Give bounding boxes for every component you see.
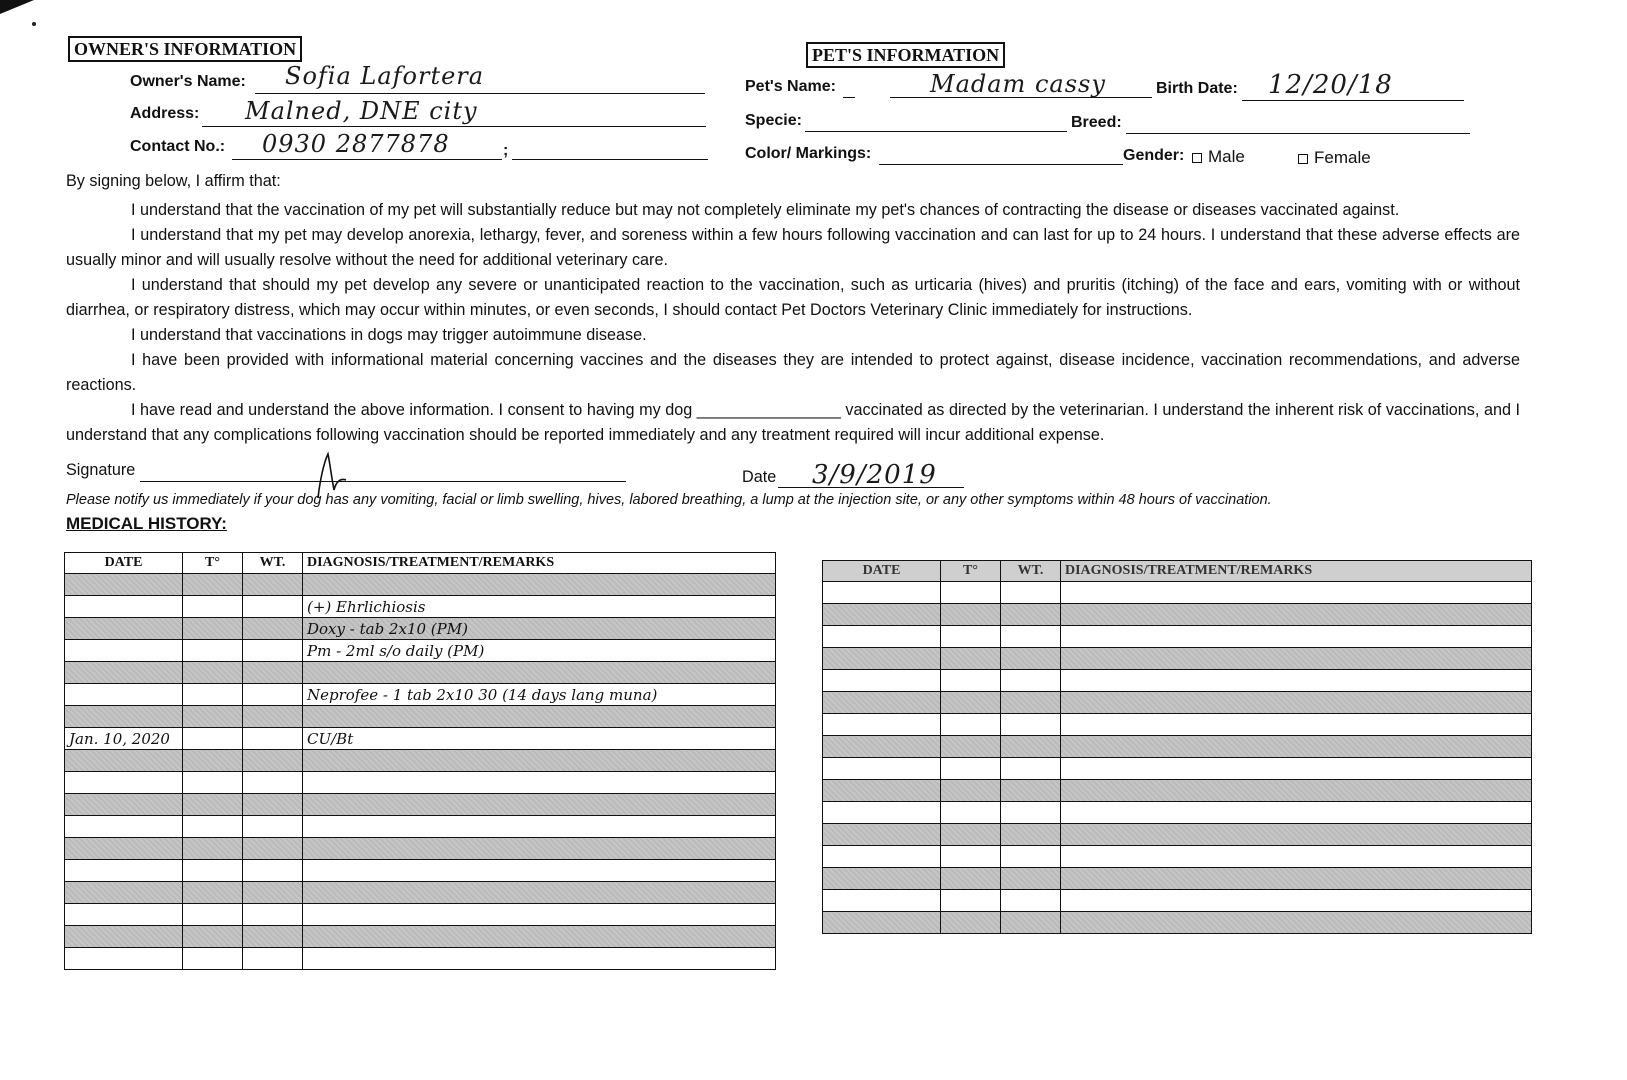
cell-temp[interactable] [183, 574, 243, 596]
cell-temp[interactable] [183, 596, 243, 618]
cell-date[interactable] [65, 860, 183, 882]
cell-weight[interactable] [1001, 670, 1061, 692]
cell-weight[interactable] [1001, 912, 1061, 934]
cell-diagnosis[interactable] [303, 574, 776, 596]
consent-p6 [66, 398, 1520, 448]
pet-breed-line [1126, 133, 1470, 134]
col-temp-header: T° [941, 561, 1001, 582]
cell-temp[interactable] [941, 868, 1001, 890]
cell-temp[interactable] [941, 648, 1001, 670]
owner-contact-value[interactable]: 0930 2877878 [262, 130, 450, 158]
cell-date[interactable] [823, 648, 941, 670]
owner-address-value[interactable]: Malned, DNE city [245, 97, 478, 125]
table-row [823, 670, 1532, 692]
cell-diagnosis[interactable] [1061, 604, 1532, 626]
owner-name-label: Owner's Name: [130, 73, 246, 90]
cell-date[interactable] [65, 640, 183, 662]
owner-contact-line [232, 159, 502, 160]
notice-text: Please notify us immediately if your dog has any vomiting, facial or limb swelling, hives, labored breathing, a lump at the injection site, or any other symptoms within 48 hours of vaccination. [66, 492, 1272, 508]
cell-temp[interactable] [941, 824, 1001, 846]
cell-date[interactable] [823, 758, 941, 780]
table-row [65, 948, 776, 970]
cell-diagnosis[interactable] [1061, 824, 1532, 846]
cell-weight[interactable] [243, 574, 303, 596]
cell-weight[interactable] [1001, 692, 1061, 714]
table-row [65, 794, 776, 816]
cell-temp[interactable] [941, 758, 1001, 780]
cell-date[interactable] [823, 626, 941, 648]
owner-contact-separator: ; [503, 142, 509, 159]
pet-birth-label: Birth Date: [1156, 80, 1238, 97]
cell-date[interactable] [823, 846, 941, 868]
cell-weight[interactable] [1001, 846, 1061, 868]
cell-temp[interactable] [183, 684, 243, 706]
cell-temp[interactable] [183, 728, 243, 750]
cell-temp[interactable] [941, 626, 1001, 648]
table-header-row [823, 561, 1532, 582]
cell-weight[interactable] [243, 684, 303, 706]
cell-temp[interactable] [941, 736, 1001, 758]
table-row [65, 596, 776, 618]
table-row [823, 692, 1532, 714]
signature-label: Signature [66, 461, 136, 479]
table-row [823, 604, 1532, 626]
table-row [823, 868, 1532, 890]
cell-diagnosis[interactable] [303, 904, 776, 926]
cell-date[interactable] [823, 780, 941, 802]
cell-weight[interactable] [243, 794, 303, 816]
cell-diagnosis[interactable] [1061, 780, 1532, 802]
cell-weight[interactable] [243, 728, 303, 750]
owner-address-label: Address: [130, 105, 200, 122]
cell-diagnosis[interactable]: Neprofee - 1 tab 2x10 30 (14 days lang muna) [303, 684, 776, 706]
cell-diagnosis[interactable]: Doxy - tab 2x10 (PM) [303, 618, 776, 640]
cell-weight[interactable] [1001, 648, 1061, 670]
cell-diagnosis[interactable] [1061, 648, 1532, 670]
consent-p3: I understand that should my pet develop any severe or unanticipated reaction to the vaccination, such as urticaria (hives) and pruritis (itching) of the face and ears, vomiting with or without diarrhea, or respiratory distress, which may occur within minutes, or even seconds, I should contact Pet Doctors Veterinary Clinic immediately for instructions. [66, 276, 1520, 319]
female-checkbox[interactable] [1298, 154, 1308, 164]
cell-weight[interactable] [243, 662, 303, 684]
cell-weight[interactable] [1001, 780, 1061, 802]
owner-contact-line-2 [512, 159, 708, 160]
cell-weight[interactable] [1001, 714, 1061, 736]
cell-diagnosis[interactable] [1061, 626, 1532, 648]
pet-specie-line [805, 131, 1067, 132]
cell-weight[interactable] [243, 838, 303, 860]
gender-male-option[interactable] [1192, 147, 1245, 167]
table-row [823, 824, 1532, 846]
cell-diagnosis[interactable] [1061, 692, 1532, 714]
cell-temp[interactable] [941, 890, 1001, 912]
cell-temp[interactable] [941, 802, 1001, 824]
cell-date[interactable] [823, 670, 941, 692]
date-label: Date [742, 468, 777, 486]
scan-dot [32, 22, 36, 26]
cell-diagnosis[interactable] [1061, 758, 1532, 780]
consent-p6-end: vaccinated as directed by the veterinarian. I understand the inherent risk of vaccinations, and I understand that any complications following vaccination should be reported immediately and any treatment required will incur additional expense. [66, 401, 1520, 444]
table-row [823, 802, 1532, 824]
cell-date[interactable] [65, 904, 183, 926]
cell-temp[interactable] [183, 750, 243, 772]
table-row [65, 882, 776, 904]
cell-temp[interactable] [941, 582, 1001, 604]
table-row [823, 626, 1532, 648]
cell-date[interactable] [65, 706, 183, 728]
medical-history-table-left [64, 552, 776, 970]
table-row [65, 640, 776, 662]
cell-date[interactable] [65, 662, 183, 684]
cell-temp[interactable] [183, 816, 243, 838]
cell-date[interactable] [65, 596, 183, 618]
cell-temp[interactable] [183, 640, 243, 662]
cell-date[interactable] [823, 714, 941, 736]
cell-diagnosis[interactable] [303, 794, 776, 816]
pet-name-line-a [843, 97, 855, 98]
cell-date[interactable] [823, 604, 941, 626]
table-row [823, 648, 1532, 670]
owner-name-value[interactable]: Sofia Lafortera [285, 62, 485, 90]
cell-diagnosis[interactable]: (+) Ehrlichiosis [303, 596, 776, 618]
col-weight-header: WT. [1001, 561, 1061, 582]
cell-weight[interactable] [1001, 604, 1061, 626]
table-row [65, 728, 776, 750]
table-row [65, 684, 776, 706]
cell-diagnosis[interactable] [303, 860, 776, 882]
cell-diagnosis[interactable] [303, 816, 776, 838]
dog-name-blank[interactable]: ________________ [696, 401, 841, 419]
cell-date[interactable] [823, 802, 941, 824]
table-row [823, 890, 1532, 912]
pet-birth-value[interactable]: 12/20/18 [1268, 70, 1393, 100]
col-weight-header: WT. [243, 553, 303, 574]
table-row [65, 816, 776, 838]
cell-date[interactable] [65, 948, 183, 970]
pet-name-value[interactable]: Madam cassy [930, 70, 1106, 98]
cell-weight[interactable] [1001, 824, 1061, 846]
col-diagnosis-header: DIAGNOSIS/TREATMENT/REMARKS [1061, 561, 1532, 582]
table-row [65, 706, 776, 728]
cell-weight[interactable] [243, 750, 303, 772]
cell-temp[interactable] [941, 780, 1001, 802]
cell-diagnosis[interactable]: Pm - 2ml s/o daily (PM) [303, 640, 776, 662]
cell-weight[interactable] [243, 772, 303, 794]
cell-temp[interactable] [941, 692, 1001, 714]
cell-temp[interactable] [183, 706, 243, 728]
pet-color-label: Color/ Markings: [745, 145, 872, 162]
cell-temp[interactable] [183, 904, 243, 926]
cell-weight[interactable] [1001, 626, 1061, 648]
cell-weight[interactable] [243, 904, 303, 926]
gender-female-option[interactable] [1298, 148, 1371, 168]
cell-diagnosis[interactable] [303, 948, 776, 970]
male-label: Male [1208, 147, 1245, 166]
table-row [823, 780, 1532, 802]
cell-diagnosis[interactable] [1061, 670, 1532, 692]
pet-name-label: Pet's Name: [745, 78, 836, 95]
pet-specie-label: Specie: [745, 112, 802, 129]
cell-weight[interactable] [243, 706, 303, 728]
cell-date[interactable] [65, 574, 183, 596]
table-row [65, 772, 776, 794]
cell-diagnosis[interactable] [303, 772, 776, 794]
cell-temp[interactable] [183, 618, 243, 640]
cell-diagnosis[interactable] [1061, 582, 1532, 604]
cell-date[interactable] [65, 684, 183, 706]
cell-temp[interactable] [183, 772, 243, 794]
cell-temp[interactable] [183, 926, 243, 948]
table-header-row [65, 553, 776, 574]
cell-temp[interactable] [183, 794, 243, 816]
pet-gender-label: Gender: [1123, 147, 1185, 164]
pet-birth-line [1242, 100, 1464, 101]
consent-p5: I have been provided with informational material concerning vaccines and the diseases they are intended to protect against, disease incidence, vaccination recommendations, and adverse reactions. [66, 351, 1520, 394]
cell-diagnosis[interactable] [1061, 890, 1532, 912]
cell-diagnosis[interactable] [1061, 714, 1532, 736]
cell-temp[interactable] [183, 860, 243, 882]
table-row [823, 714, 1532, 736]
table-row [65, 618, 776, 640]
cell-date[interactable] [823, 824, 941, 846]
cell-temp[interactable] [941, 714, 1001, 736]
owner-contact-label: Contact No.: [130, 138, 226, 155]
cell-date[interactable] [65, 794, 183, 816]
table-row [65, 574, 776, 596]
col-date-header: DATE [65, 553, 183, 574]
owner-name-line [255, 93, 705, 94]
cell-weight[interactable] [243, 596, 303, 618]
cell-date[interactable] [823, 912, 941, 934]
cell-weight[interactable] [243, 640, 303, 662]
signature-line [140, 481, 626, 482]
cell-weight[interactable] [243, 926, 303, 948]
cell-temp[interactable] [183, 882, 243, 904]
cell-date[interactable] [823, 736, 941, 758]
cell-date[interactable] [823, 582, 941, 604]
pet-breed-label: Breed: [1071, 114, 1122, 131]
table-row [65, 750, 776, 772]
table-row [65, 838, 776, 860]
cell-weight[interactable] [1001, 736, 1061, 758]
table-row [823, 736, 1532, 758]
col-temp-header: T° [183, 553, 243, 574]
table-row [65, 662, 776, 684]
scan-corner-mark [0, 0, 34, 14]
consent-intro: By signing below, I affirm that: [66, 172, 281, 190]
consent-p6-start: I have read and understand the above information. I consent to having my dog [131, 401, 693, 419]
table-row [65, 860, 776, 882]
cell-diagnosis[interactable] [303, 838, 776, 860]
cell-weight[interactable] [243, 882, 303, 904]
cell-diagnosis[interactable] [303, 662, 776, 684]
cell-diagnosis[interactable]: CU/Bt [303, 728, 776, 750]
cell-weight[interactable] [243, 860, 303, 882]
consent-p1: I understand that the vaccination of my pet will substantially reduce but may not completely eliminate my pet's chances of contracting the disease or diseases vaccinated against. [131, 201, 1400, 219]
table-row [823, 846, 1532, 868]
cell-date[interactable] [65, 618, 183, 640]
cell-temp[interactable] [183, 948, 243, 970]
cell-date[interactable] [65, 926, 183, 948]
cell-date[interactable] [823, 890, 941, 912]
cell-temp[interactable] [941, 846, 1001, 868]
table-row [823, 582, 1532, 604]
cell-weight[interactable] [1001, 868, 1061, 890]
cell-temp[interactable] [941, 604, 1001, 626]
cell-weight[interactable] [1001, 582, 1061, 604]
cell-diagnosis[interactable] [303, 882, 776, 904]
cell-diagnosis[interactable] [303, 926, 776, 948]
cell-temp[interactable] [183, 838, 243, 860]
cell-temp[interactable] [941, 912, 1001, 934]
pet-color-line [879, 164, 1123, 165]
pet-section-heading: PET'S INFORMATION [806, 42, 1005, 68]
cell-diagnosis[interactable] [303, 706, 776, 728]
table-row [65, 926, 776, 948]
female-label: Female [1314, 148, 1371, 167]
cell-temp[interactable] [183, 662, 243, 684]
cell-date[interactable] [823, 692, 941, 714]
cell-diagnosis[interactable] [1061, 736, 1532, 758]
consent-p2: I understand that my pet may develop anorexia, lethargy, fever, and soreness within a few hours following vaccination and can last for up to 24 hours. I understand that these adverse effects are usually minor and will usually resolve without the need for additional veterinary care. [66, 226, 1520, 269]
consent-p4: I understand that vaccinations in dogs may trigger autoimmune disease. [131, 326, 647, 344]
cell-diagnosis[interactable] [1061, 868, 1532, 890]
col-date-header: DATE [823, 561, 941, 582]
consent-body [66, 198, 1520, 448]
owner-section-heading: OWNER'S INFORMATION [68, 36, 302, 62]
cell-date[interactable] [65, 882, 183, 904]
col-diagnosis-header: DIAGNOSIS/TREATMENT/REMARKS [303, 553, 776, 574]
cell-weight[interactable] [243, 618, 303, 640]
cell-weight[interactable] [1001, 890, 1061, 912]
table-row [823, 758, 1532, 780]
medical-history-table-right [822, 560, 1532, 934]
cell-diagnosis[interactable] [1061, 912, 1532, 934]
cell-weight[interactable] [243, 948, 303, 970]
cell-date[interactable] [65, 838, 183, 860]
cell-date[interactable] [65, 750, 183, 772]
cell-date[interactable] [65, 816, 183, 838]
cell-weight[interactable] [1001, 758, 1061, 780]
cell-temp[interactable] [941, 670, 1001, 692]
owner-address-line [202, 126, 706, 127]
cell-date[interactable] [823, 868, 941, 890]
cell-diagnosis[interactable] [1061, 846, 1532, 868]
table-row [65, 904, 776, 926]
date-value[interactable]: 3/9/2019 [812, 460, 937, 490]
cell-diagnosis[interactable] [303, 750, 776, 772]
medical-history-title: MEDICAL HISTORY: [66, 514, 227, 533]
cell-diagnosis[interactable] [1061, 802, 1532, 824]
table-row [823, 912, 1532, 934]
male-checkbox[interactable] [1192, 153, 1202, 163]
cell-date[interactable] [65, 772, 183, 794]
cell-weight[interactable] [243, 816, 303, 838]
cell-date[interactable]: Jan. 10, 2020 [65, 728, 183, 750]
cell-weight[interactable] [1001, 802, 1061, 824]
